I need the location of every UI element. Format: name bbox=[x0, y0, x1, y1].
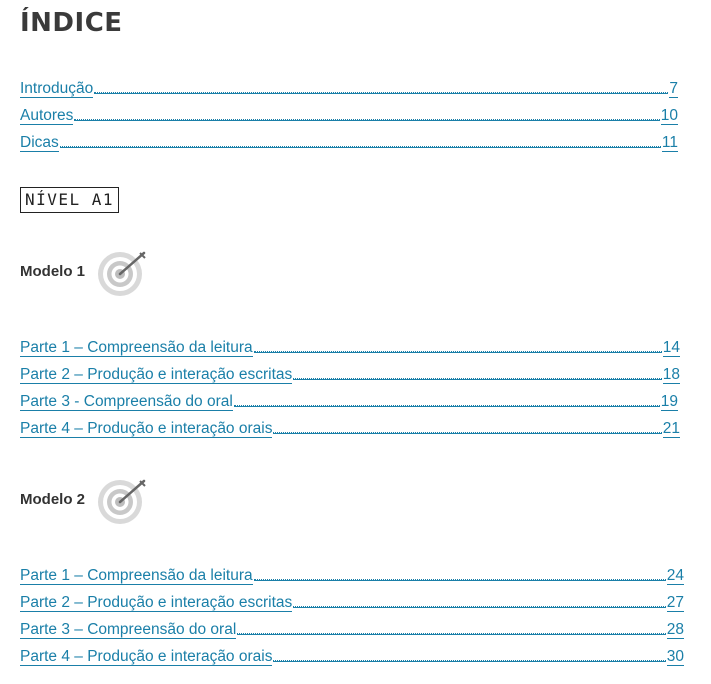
toc-item-label: Parte 3 - Compreensão do oral bbox=[20, 393, 233, 410]
toc-item-page: 18 bbox=[662, 366, 680, 383]
model-2-heading: Modelo 2 bbox=[20, 491, 86, 508]
toc-leader bbox=[273, 647, 665, 661]
toc-item-m1-parte2[interactable] bbox=[20, 365, 680, 384]
toc-item-introducao[interactable] bbox=[20, 79, 678, 98]
page-title: ÍNDICE bbox=[20, 8, 123, 38]
toc-item-label: Parte 4 – Produção e interação orais bbox=[20, 420, 273, 437]
toc-leader bbox=[293, 365, 661, 379]
toc-item-label: Parte 4 – Produção e interação orais bbox=[20, 648, 273, 665]
toc-item-page: 24 bbox=[666, 567, 684, 584]
model-1-heading: Modelo 1 bbox=[20, 263, 86, 280]
toc-item-page: 21 bbox=[662, 420, 680, 437]
toc-item-page: 19 bbox=[660, 393, 678, 410]
toc-leader bbox=[60, 133, 661, 147]
toc-item-page: 28 bbox=[666, 621, 684, 638]
toc-leader bbox=[234, 392, 660, 406]
toc-item-page: 14 bbox=[662, 339, 680, 356]
toc-item-m1-parte4[interactable] bbox=[20, 419, 680, 438]
toc-leader bbox=[273, 419, 661, 433]
toc-item-label: Parte 2 – Produção e interação escritas bbox=[20, 594, 293, 611]
toc-leader bbox=[94, 79, 668, 93]
target-icon bbox=[96, 248, 148, 300]
toc-leader bbox=[254, 566, 666, 580]
toc-item-dicas[interactable] bbox=[20, 133, 678, 152]
toc-item-page: 11 bbox=[661, 134, 678, 151]
toc-item-page: 10 bbox=[660, 107, 678, 124]
toc-item-m1-parte1[interactable] bbox=[20, 338, 680, 357]
toc-item-label: Dicas bbox=[20, 134, 59, 151]
toc-item-autores[interactable] bbox=[20, 106, 678, 125]
toc-leader bbox=[237, 620, 665, 634]
toc-item-page: 30 bbox=[666, 648, 684, 665]
toc-item-label: Introdução bbox=[20, 80, 94, 97]
toc-item-m2-parte2[interactable] bbox=[20, 593, 684, 612]
toc-item-label: Autores bbox=[20, 107, 74, 124]
toc-leader bbox=[254, 338, 662, 352]
toc-item-m1-parte3[interactable] bbox=[20, 392, 678, 411]
toc-item-m2-parte1[interactable] bbox=[20, 566, 684, 585]
toc-item-label: Parte 1 – Compreensão da leitura bbox=[20, 567, 253, 584]
toc-item-label: Parte 3 – Compreensão do oral bbox=[20, 621, 237, 638]
toc-item-label: Parte 1 – Compreensão da leitura bbox=[20, 339, 253, 356]
target-icon bbox=[96, 476, 148, 528]
level-heading: NÍVEL A1 bbox=[20, 187, 119, 213]
toc-item-m2-parte3[interactable] bbox=[20, 620, 684, 639]
toc-item-page: 27 bbox=[666, 594, 684, 611]
toc-item-page: 7 bbox=[669, 80, 678, 97]
toc-item-label: Parte 2 – Produção e interação escritas bbox=[20, 366, 293, 383]
toc-item-m2-parte4[interactable] bbox=[20, 647, 684, 666]
toc-leader bbox=[293, 593, 665, 607]
toc-leader bbox=[74, 106, 659, 120]
